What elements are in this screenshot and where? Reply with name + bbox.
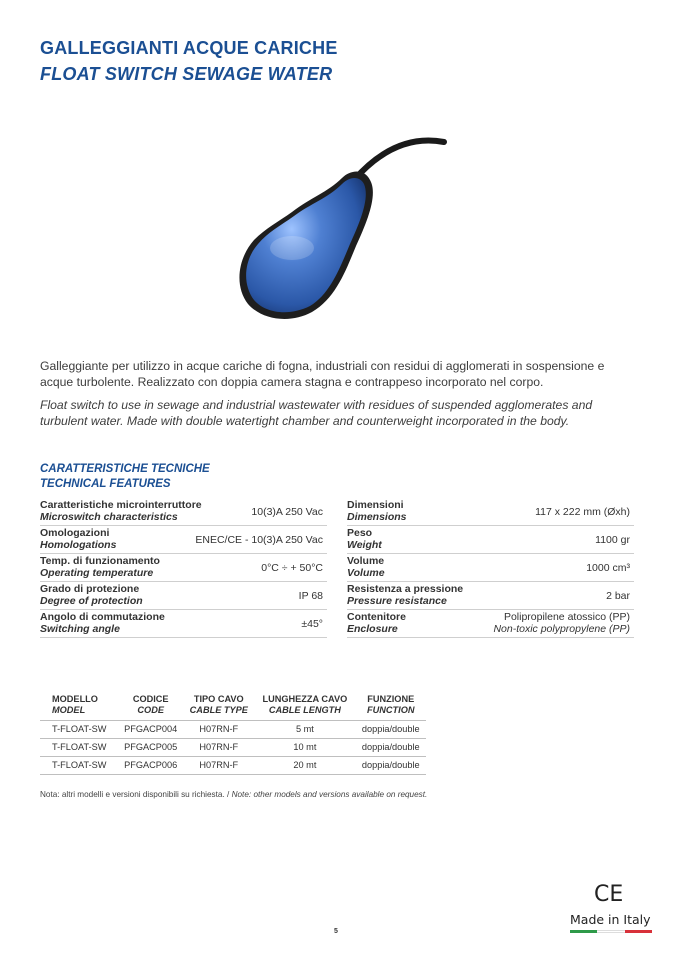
spec-row-pressure bbox=[347, 582, 634, 610]
page-title-italian: GALLEGGIANTI ACQUE CARICHE bbox=[40, 38, 338, 58]
table-cell: 10 mt bbox=[254, 739, 355, 757]
features-right-column bbox=[347, 498, 634, 638]
table-cell: T-FLOAT-SW bbox=[40, 739, 118, 757]
float-switch-image bbox=[232, 128, 458, 340]
table-cell: 20 mt bbox=[254, 757, 355, 775]
table-cell: T-FLOAT-SW bbox=[40, 721, 118, 739]
made-in-italy-label: Made in Italy bbox=[570, 912, 651, 927]
spec-value: 117 x 222 mm (Øxh) bbox=[535, 506, 630, 518]
ce-mark-icon: CE bbox=[594, 882, 624, 907]
table-cell: H07RN-F bbox=[183, 757, 254, 775]
spec-label: Peso Weight bbox=[347, 527, 382, 551]
spec-label: Grado di protezione Degree of protection bbox=[40, 583, 143, 607]
spec-value: ±45° bbox=[301, 618, 323, 630]
column-header-cable-type: TIPO CAVO CABLE TYPE bbox=[183, 692, 254, 721]
features-title-english: TECHNICAL FEATURES bbox=[40, 478, 171, 490]
spec-value: Polipropilene atossico (PP) Non-toxic polypropylene (PP) bbox=[493, 611, 630, 635]
page-title-english: FLOAT SWITCH SEWAGE WATER bbox=[40, 64, 333, 84]
table-cell: T-FLOAT-SW bbox=[40, 757, 118, 775]
footnote: Nota: altri modelli e versioni disponibili su richiesta. / Note: other models and versions available on request. bbox=[40, 790, 428, 799]
column-header-cable-length: LUNGHEZZA CAVO CABLE LENGTH bbox=[254, 692, 355, 721]
table-cell: doppia/double bbox=[356, 757, 426, 775]
spec-value: IP 68 bbox=[298, 590, 323, 602]
table-cell: H07RN-F bbox=[183, 721, 254, 739]
table-row bbox=[40, 757, 426, 775]
spec-row-protection bbox=[40, 582, 327, 610]
table-cell: PFGACP006 bbox=[118, 757, 183, 775]
flag-white bbox=[597, 930, 624, 933]
column-header-model: MODELLO MODEL bbox=[40, 692, 118, 721]
table-cell: 5 mt bbox=[254, 721, 355, 739]
features-heading bbox=[40, 462, 210, 492]
spec-label: Caratteristiche microinterruttore Microswitch characteristics bbox=[40, 499, 202, 523]
spec-value: 0°C ÷ + 50°C bbox=[261, 562, 323, 574]
spec-row-dimensions bbox=[347, 498, 634, 526]
spec-label: Resistenza a pressione Pressure resistance bbox=[347, 583, 464, 607]
table-cell: doppia/double bbox=[356, 721, 426, 739]
spec-label: Volume Volume bbox=[347, 555, 385, 579]
column-header-function: FUNZIONE FUNCTION bbox=[356, 692, 426, 721]
spec-label: Contenitore Enclosure bbox=[347, 611, 406, 635]
column-header-code: CODICE CODE bbox=[118, 692, 183, 721]
spec-row-weight bbox=[347, 526, 634, 554]
table-cell: PFGACP005 bbox=[118, 739, 183, 757]
spec-row-homologations bbox=[40, 526, 327, 554]
table-cell: doppia/double bbox=[356, 739, 426, 757]
spec-value: ENEC/CE - 10(3)A 250 Vac bbox=[195, 534, 323, 546]
table-cell: PFGACP004 bbox=[118, 721, 183, 739]
flag-red bbox=[625, 930, 652, 933]
models-table bbox=[40, 692, 426, 775]
spec-value: 2 bar bbox=[606, 590, 630, 602]
table-cell: H07RN-F bbox=[183, 739, 254, 757]
spec-row-volume bbox=[347, 554, 634, 582]
spec-value: 1100 gr bbox=[595, 534, 630, 546]
spec-label: Omologazioni Homologations bbox=[40, 527, 117, 551]
features-title-italian: CARATTERISTICHE TECNICHE bbox=[40, 463, 210, 475]
spec-row-temperature bbox=[40, 554, 327, 582]
spec-value: 10(3)A 250 Vac bbox=[251, 506, 323, 518]
italian-flag-stripe bbox=[570, 930, 652, 933]
spec-row-microswitch bbox=[40, 498, 327, 526]
spec-label: Angolo di commutazione Switching angle bbox=[40, 611, 165, 635]
spec-label: Temp. di funzionamento Operating temperature bbox=[40, 555, 160, 579]
spec-value: 1000 cm³ bbox=[586, 562, 630, 574]
table-row bbox=[40, 721, 426, 739]
description-italian: Galleggiante per utilizzo in acque cariche di fogna, industriali con residui di agglomerati in sospensione e acque turbolente. Realizzato con doppia camera stagna e contrappeso incorporato nel corpo. bbox=[40, 359, 605, 389]
table-header-row bbox=[40, 692, 426, 721]
features-left-column bbox=[40, 498, 327, 638]
spec-label: Dimensioni Dimensions bbox=[347, 499, 407, 523]
spec-row-enclosure bbox=[347, 610, 634, 638]
flag-green bbox=[570, 930, 597, 933]
page-number: 5 bbox=[334, 928, 338, 935]
description-english: Float switch to use in sewage and industrial wastewater with residues of suspended agglomerates and turbulent water. Made with double watertight chamber and counterweight incorporated in the body. bbox=[40, 398, 593, 428]
spec-row-switching-angle bbox=[40, 610, 327, 638]
table-row bbox=[40, 739, 426, 757]
